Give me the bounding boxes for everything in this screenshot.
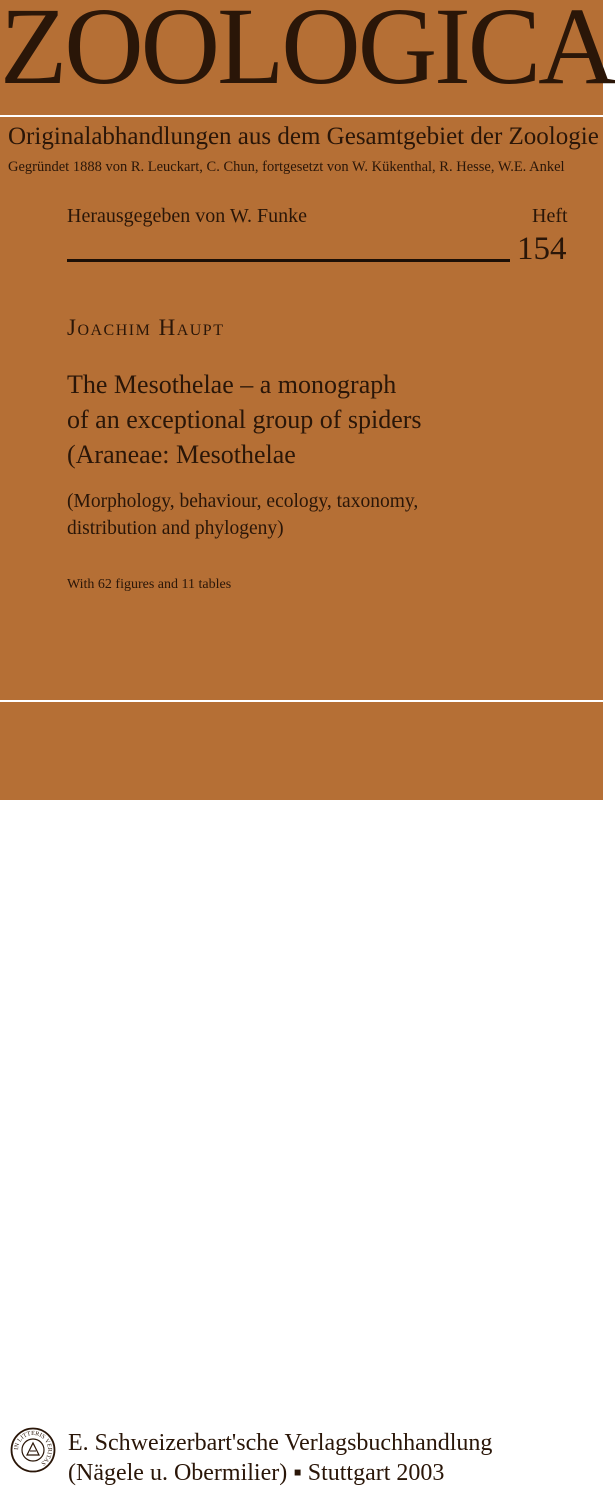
subtitle-line: (Morphology, behaviour, ecology, taxonomy, (67, 491, 419, 512)
publisher-location: (Nägele u. Obermilier) ▪ Stuttgart 2003 (68, 1460, 445, 1486)
author-name: Joachim Haupt (67, 315, 225, 340)
figures-note: With 62 figures and 11 tables (67, 577, 232, 592)
title-line: of an exceptional group of spiders (67, 405, 422, 434)
journal-masthead: ZOOLOGICA (0, 0, 615, 107)
divider-rule (67, 259, 510, 262)
masthead-band (0, 0, 615, 115)
heft-number: 154 (517, 231, 567, 267)
publisher-seal-icon (10, 1427, 56, 1473)
series-subtitle: Originalabhandlungen aus dem Gesamtgebiet der Zoologie (8, 123, 599, 150)
subtitle-line: distribution and phylogeny) (67, 518, 284, 539)
founders-line: Gegründet 1888 von R. Leuckart, C. Chun, fortgesetzt von W. Kükenthal, R. Hesse, W.E. Ankel (8, 159, 565, 175)
svg-text:IN LITTERIS VERITAS: IN LITTERIS VERITAS (12, 1429, 54, 1467)
title-line: The Mesothelae – a monograph (67, 370, 397, 399)
editor-line: Herausgegeben von W. Funke (67, 205, 307, 227)
heft-label: Heft (532, 205, 568, 227)
publisher-name: E. Schweizerbart'sche Verlagsbuchhandlung (68, 1430, 493, 1456)
title-line: (Araneae: Mesothelae (67, 440, 296, 469)
publisher-band (0, 702, 603, 1486)
